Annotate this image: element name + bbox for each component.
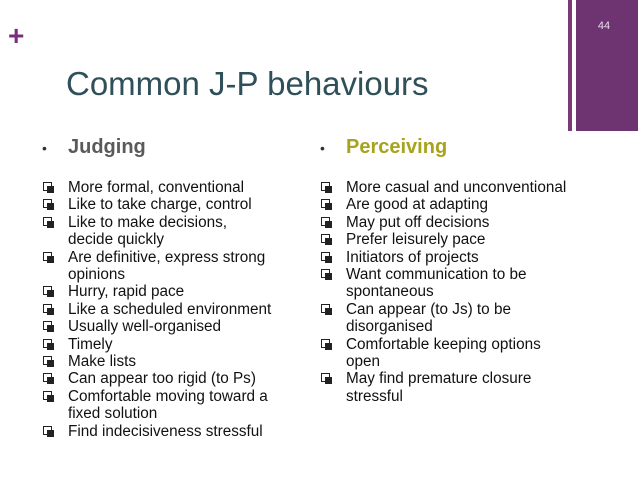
- list-item-text: Like to take charge, control: [68, 196, 252, 214]
- checkbox-bullet-icon: [321, 182, 330, 191]
- list-item-text: Want communication to be spontaneous: [346, 266, 527, 301]
- plus-icon: +: [8, 20, 25, 51]
- list-item: [42, 196, 312, 213]
- list-item: [320, 231, 620, 248]
- perceiving-list: [320, 179, 620, 405]
- list-item: [42, 318, 312, 335]
- list-item: [320, 214, 620, 231]
- list-item: [42, 388, 312, 423]
- list-item-text: Usually well-organised: [68, 318, 222, 336]
- page-number: 44: [597, 20, 611, 32]
- checkbox-bullet-icon: [321, 199, 330, 208]
- list-item-text: Initiators of projects: [346, 248, 479, 266]
- checkbox-bullet-icon: [43, 339, 52, 348]
- perceiving-column: [320, 136, 620, 405]
- list-item-text: Find indecisiveness stressful: [68, 422, 263, 440]
- checkbox-bullet-icon: [321, 269, 330, 278]
- list-item: [42, 423, 312, 440]
- list-item-text: Like a scheduled environment: [68, 300, 272, 318]
- list-item: [320, 370, 620, 405]
- list-item-text: More casual and unconventional: [346, 179, 567, 196]
- judging-list: [42, 179, 312, 440]
- list-item: [320, 249, 620, 266]
- list-item: [42, 283, 312, 300]
- accent-bar-thin: [568, 0, 572, 131]
- list-item: [42, 179, 312, 196]
- list-item: [42, 214, 312, 249]
- checkbox-bullet-icon: [321, 339, 330, 348]
- list-item-text: Are definitive, express strong opinions: [68, 248, 266, 284]
- list-item-text: More formal, conventional: [68, 179, 244, 196]
- checkbox-bullet-icon: [43, 286, 52, 295]
- judging-column: [42, 136, 312, 440]
- list-item: [320, 336, 620, 371]
- checkbox-bullet-icon: [43, 356, 52, 365]
- checkbox-bullet-icon: [43, 182, 52, 191]
- checkbox-bullet-icon: [321, 304, 330, 313]
- perceiving-heading: [320, 136, 620, 159]
- checkbox-bullet-icon: [321, 234, 330, 243]
- list-item-text: Make lists: [68, 353, 136, 371]
- list-item: [320, 301, 620, 336]
- list-item: [320, 179, 620, 196]
- list-item: [42, 353, 312, 370]
- checkbox-bullet-icon: [43, 321, 52, 330]
- checkbox-bullet-icon: [321, 217, 330, 226]
- judging-heading-text: Judging: [68, 136, 146, 158]
- list-item-text: Like to make decisions, decide quickly: [68, 213, 227, 249]
- list-item-text: Are good at adapting: [346, 196, 489, 214]
- bullet-icon: •: [42, 140, 47, 156]
- list-item: [42, 370, 312, 387]
- list-item-text: May put off decisions: [346, 213, 490, 231]
- checkbox-bullet-icon: [321, 252, 330, 261]
- slide-title: Common J-P behaviours: [66, 65, 429, 102]
- checkbox-bullet-icon: [321, 373, 330, 382]
- judging-heading: [42, 136, 312, 159]
- list-item: [42, 301, 312, 318]
- bullet-icon: •: [320, 140, 325, 156]
- list-item-text: May find premature closure stressful: [346, 370, 532, 405]
- list-item-text: Comfortable keeping options open: [346, 335, 541, 371]
- list-item-text: Timely: [68, 335, 113, 353]
- list-item: [320, 196, 620, 213]
- list-item-text: Prefer leisurely pace: [346, 231, 486, 249]
- perceiving-heading-text: Perceiving: [346, 136, 448, 158]
- list-item: [42, 249, 312, 284]
- list-item-text: Comfortable moving toward a fixed solution: [68, 387, 268, 423]
- list-item: [42, 336, 312, 353]
- checkbox-bullet-icon: [43, 391, 52, 400]
- list-item-text: Can appear (to Js) to be disorganised: [346, 300, 511, 336]
- list-item-text: Can appear too rigid (to Ps): [68, 370, 256, 388]
- list-item-text: Hurry, rapid pace: [68, 283, 185, 301]
- checkbox-bullet-icon: [43, 199, 52, 208]
- checkbox-bullet-icon: [43, 252, 52, 261]
- checkbox-bullet-icon: [43, 373, 52, 382]
- checkbox-bullet-icon: [43, 304, 52, 313]
- checkbox-bullet-icon: [43, 426, 52, 435]
- list-item: [320, 266, 620, 301]
- checkbox-bullet-icon: [43, 217, 52, 226]
